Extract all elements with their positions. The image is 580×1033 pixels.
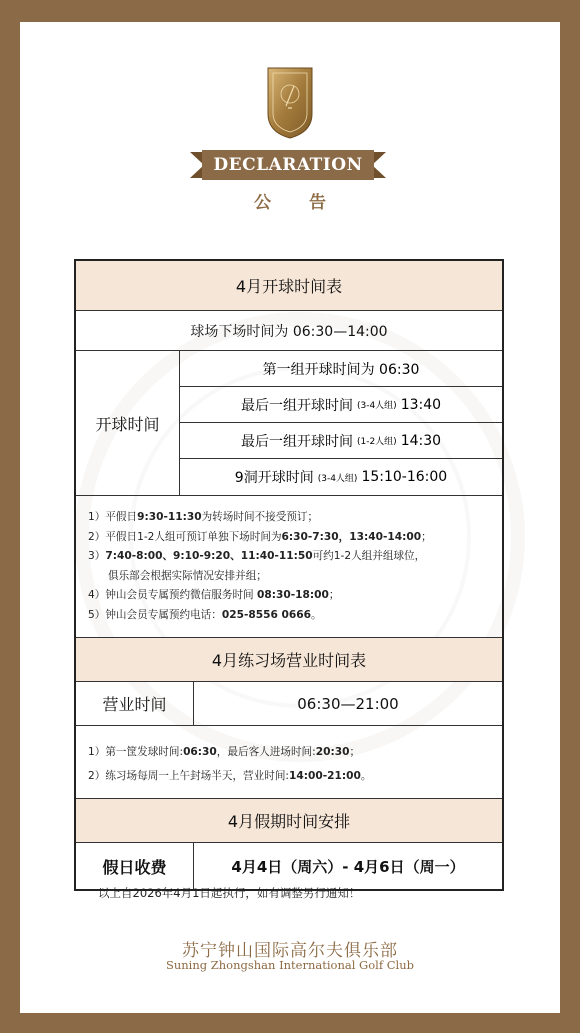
- tee-notes: [76, 496, 502, 638]
- club-name-en: Suning Zhongshan International Golf Club: [165, 958, 414, 972]
- kickoff-item-time: 14:30: [400, 432, 442, 449]
- range-hours-label: 营业时间: [76, 682, 194, 725]
- kickoff-item-text: 最后一组开球时间: [240, 397, 353, 414]
- club-name-cn: 苏宁钟山国际高尔夫俱乐部: [182, 941, 398, 961]
- note-line: 2）练习场每周一上午封场半天，营业时间:14:00-21:00。: [88, 770, 372, 782]
- declaration-banner: DECLARATION: [213, 155, 363, 175]
- range-schedule-title: 4月练习场营业时间表: [76, 638, 502, 682]
- schedule-table: [74, 259, 504, 891]
- tee-schedule-title: 4月开球时间表: [76, 261, 502, 311]
- range-hours-value: 06:30—21:00: [297, 694, 399, 713]
- note-line: 4）钟山会员专属预约微信服务时间 08:30-18:00；: [88, 589, 340, 601]
- note-line: 2）平假日1-2人组可预订单独下场时间为6:30-7:30，13:40-14:00；: [88, 530, 432, 543]
- holiday-fee-label: 假日收费: [76, 843, 194, 889]
- course-closing-row: 球场下场时间为 06:30—14:00: [76, 311, 502, 351]
- note-line: 俱乐部会根据实际情况安排并组；: [108, 569, 267, 582]
- kickoff-item-note: (1-2人组): [356, 437, 397, 447]
- holiday-fee-row: [76, 843, 502, 889]
- kickoff-item: [180, 351, 502, 387]
- note-line: 1）第一筐发球时间:06:30，最后客人进场时间:20:30；: [88, 746, 361, 758]
- holiday-fee-value: 4月4日（周六）- 4月6日（周一）: [231, 857, 465, 876]
- kickoff-label: 开球时间: [76, 351, 180, 495]
- club-crest-icon: [264, 66, 316, 140]
- kickoff-item-note: (3-4人组): [317, 473, 358, 484]
- kickoff-item-note: (3-4人组): [356, 401, 397, 411]
- note-line: 3）7:40-8:00、9:10-9:20、11:40-11:50可约1-2人组并组球位，: [88, 550, 426, 562]
- notice-subtitle: 公告: [254, 193, 364, 213]
- kickoff-block: [76, 351, 502, 496]
- kickoff-item: [180, 423, 502, 459]
- holiday-title: 4月假期时间安排: [76, 799, 502, 843]
- kickoff-item-text: 最后一组开球时间: [240, 433, 353, 450]
- kickoff-item: [180, 459, 502, 495]
- kickoff-item-time: 13:40: [400, 396, 442, 413]
- effective-date-note: 以上自2026年4月1日起执行，如有调整另行通知！: [98, 886, 361, 900]
- note-line: 5）钟山会员专属预约电话：025-8556 0666。: [88, 608, 322, 621]
- range-hours-row: [76, 682, 502, 726]
- kickoff-item-text: 第一组开球时间为 06:30: [262, 361, 420, 378]
- kickoff-item-text: 9洞开球时间: [234, 470, 314, 486]
- range-notes: [76, 726, 502, 799]
- kickoff-item: [180, 387, 502, 423]
- note-line: 1）平假日9:30-11:30为转场时间不接受预订；: [88, 511, 319, 523]
- kickoff-item-time: 15:10-16:00: [361, 469, 448, 485]
